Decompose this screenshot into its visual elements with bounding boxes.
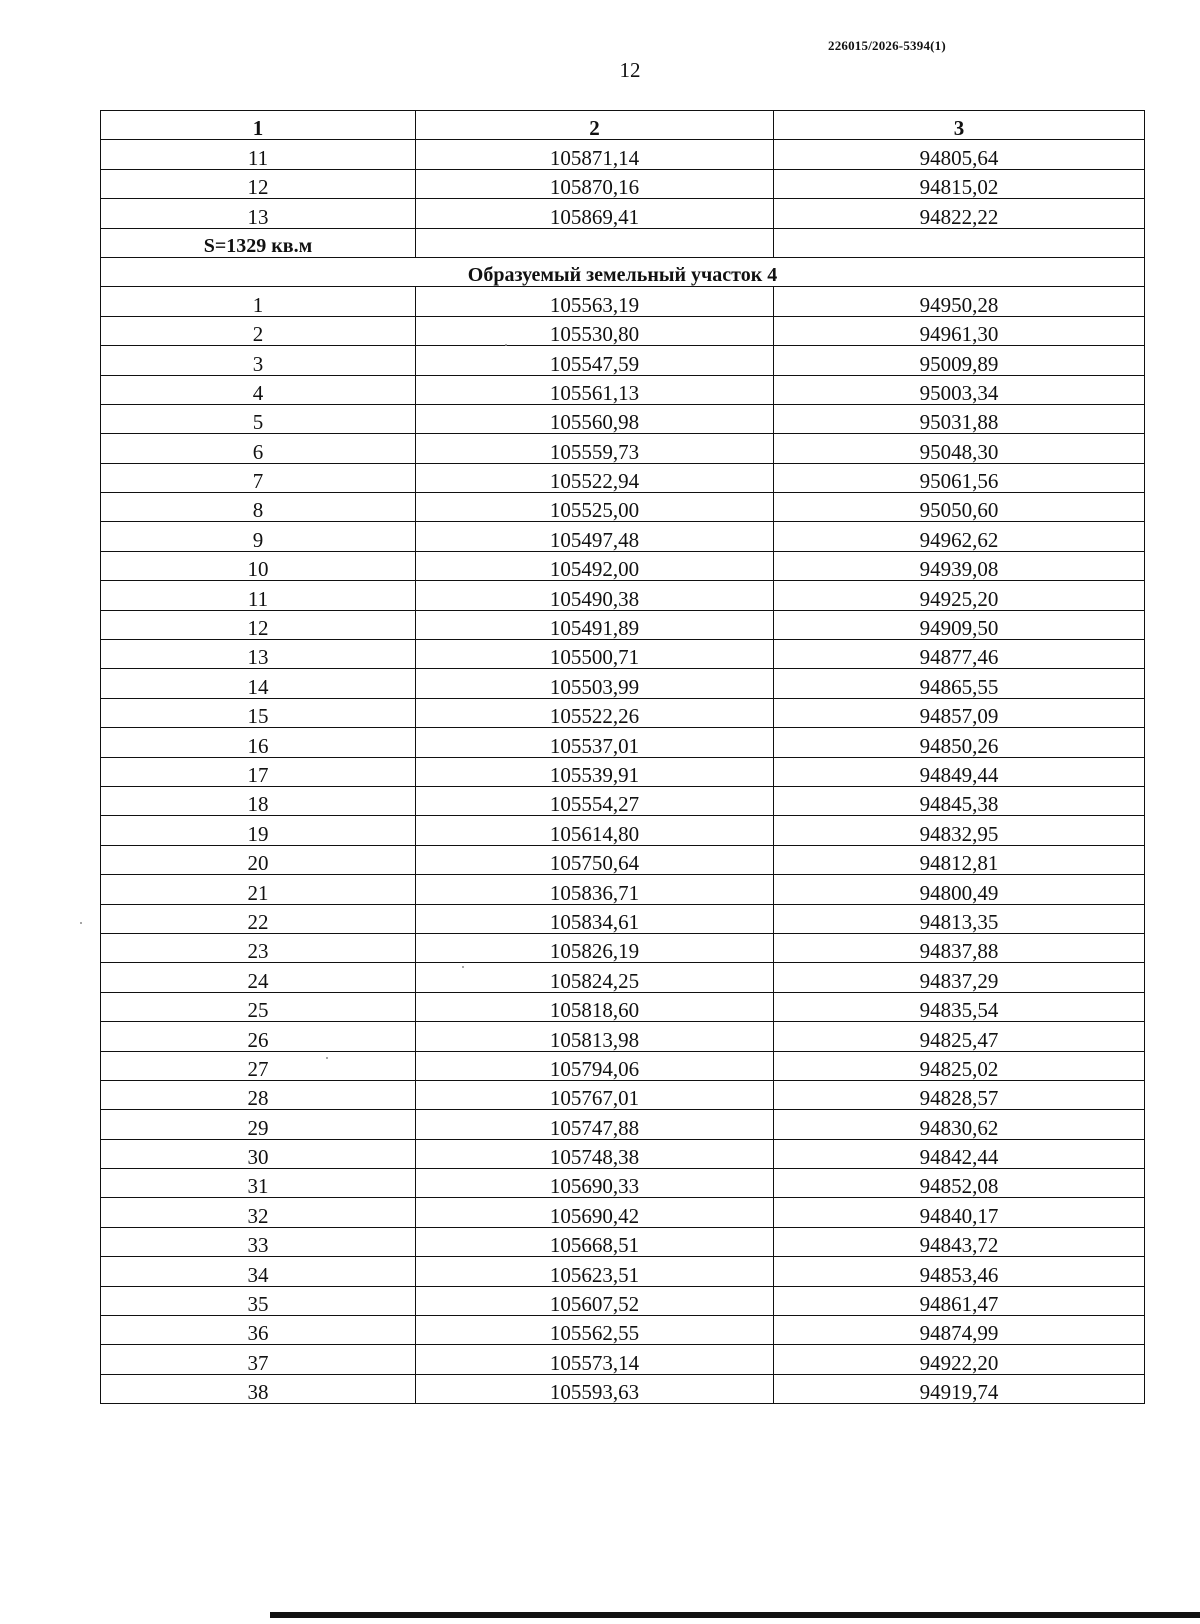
coordinate-x: 105607,52 xyxy=(416,1286,774,1315)
table-row xyxy=(101,904,1145,933)
area-row xyxy=(101,228,1145,257)
coordinate-x: 105497,48 xyxy=(416,522,774,551)
point-number: 13 xyxy=(101,199,416,228)
point-number: 37 xyxy=(101,1345,416,1374)
coordinate-y: 94835,54 xyxy=(774,992,1145,1021)
point-number: 34 xyxy=(101,1257,416,1286)
point-number: 23 xyxy=(101,933,416,962)
coordinate-x: 105562,55 xyxy=(416,1316,774,1345)
coordinate-x: 105539,91 xyxy=(416,757,774,786)
coordinate-x: 105834,61 xyxy=(416,904,774,933)
table-row xyxy=(101,845,1145,874)
point-number: 6 xyxy=(101,434,416,463)
point-number: 8 xyxy=(101,493,416,522)
document-code: 226015/2026-5394(1) xyxy=(828,38,946,53)
coordinate-y: 94877,46 xyxy=(774,640,1145,669)
coordinate-x: 105767,01 xyxy=(416,1080,774,1109)
point-number: 12 xyxy=(101,169,416,198)
table-row xyxy=(101,875,1145,904)
table-row xyxy=(101,610,1145,639)
empty-cell xyxy=(774,228,1145,257)
point-number: 7 xyxy=(101,463,416,492)
point-number: 10 xyxy=(101,551,416,580)
point-number: 5 xyxy=(101,404,416,433)
coordinate-y: 94850,26 xyxy=(774,728,1145,757)
coordinate-x: 105623,51 xyxy=(416,1257,774,1286)
point-number: 36 xyxy=(101,1316,416,1345)
table-row xyxy=(101,140,1145,169)
coordinate-y: 94813,35 xyxy=(774,904,1145,933)
table-row xyxy=(101,199,1145,228)
point-number: 32 xyxy=(101,1198,416,1227)
coordinate-y: 94828,57 xyxy=(774,1080,1145,1109)
point-number: 25 xyxy=(101,992,416,1021)
coordinate-x: 105559,73 xyxy=(416,434,774,463)
scan-speck xyxy=(505,344,507,346)
table-row xyxy=(101,316,1145,345)
coordinate-x: 105554,27 xyxy=(416,786,774,815)
coordinate-x: 105690,33 xyxy=(416,1169,774,1198)
coordinate-y: 94822,22 xyxy=(774,199,1145,228)
table-row xyxy=(101,434,1145,463)
table-row xyxy=(101,698,1145,727)
coordinate-y: 94825,47 xyxy=(774,1022,1145,1051)
point-number: 17 xyxy=(101,757,416,786)
coordinate-x: 105560,98 xyxy=(416,404,774,433)
section-row xyxy=(101,257,1145,286)
point-number: 28 xyxy=(101,1080,416,1109)
coordinate-x: 105748,38 xyxy=(416,1139,774,1168)
table-row xyxy=(101,1051,1145,1080)
table-row xyxy=(101,346,1145,375)
table-row xyxy=(101,640,1145,669)
coordinate-y: 94909,50 xyxy=(774,610,1145,639)
point-number: 15 xyxy=(101,698,416,727)
coordinate-x: 105813,98 xyxy=(416,1022,774,1051)
scan-speck xyxy=(326,1057,328,1059)
coordinate-x: 105573,14 xyxy=(416,1345,774,1374)
coordinate-y: 95003,34 xyxy=(774,375,1145,404)
coordinate-x: 105690,42 xyxy=(416,1198,774,1227)
coordinate-y: 94843,72 xyxy=(774,1227,1145,1256)
coordinate-x: 105818,60 xyxy=(416,992,774,1021)
coordinate-y: 95031,88 xyxy=(774,404,1145,433)
column-header-3: 3 xyxy=(774,111,1145,140)
coordinate-x: 105668,51 xyxy=(416,1227,774,1256)
coordinate-x: 105750,64 xyxy=(416,845,774,874)
table-row xyxy=(101,1022,1145,1051)
section-title: Образуемый земельный участок 4 xyxy=(101,257,1145,286)
table-row xyxy=(101,992,1145,1021)
coordinate-x: 105747,88 xyxy=(416,1110,774,1139)
coordinate-x: 105522,94 xyxy=(416,463,774,492)
coordinate-x: 105869,41 xyxy=(416,199,774,228)
coordinate-x: 105530,80 xyxy=(416,316,774,345)
coordinate-y: 94800,49 xyxy=(774,875,1145,904)
point-number: 16 xyxy=(101,728,416,757)
coordinate-x: 105522,26 xyxy=(416,698,774,727)
coordinate-x: 105503,99 xyxy=(416,669,774,698)
point-number: 27 xyxy=(101,1051,416,1080)
point-number: 11 xyxy=(101,140,416,169)
point-number: 9 xyxy=(101,522,416,551)
point-number: 11 xyxy=(101,581,416,610)
coordinates-table-body xyxy=(101,111,1145,1404)
point-number: 4 xyxy=(101,375,416,404)
coordinate-x: 105561,13 xyxy=(416,375,774,404)
coordinate-y: 94852,08 xyxy=(774,1169,1145,1198)
table-row xyxy=(101,493,1145,522)
table-row xyxy=(101,1286,1145,1315)
coordinates-table xyxy=(100,110,1145,1404)
point-number: 1 xyxy=(101,287,416,316)
coordinate-y: 94961,30 xyxy=(774,316,1145,345)
coordinate-y: 94874,99 xyxy=(774,1316,1145,1345)
point-number: 13 xyxy=(101,640,416,669)
coordinate-x: 105826,19 xyxy=(416,933,774,962)
coordinate-x: 105491,89 xyxy=(416,610,774,639)
point-number: 18 xyxy=(101,786,416,815)
coordinate-x: 105500,71 xyxy=(416,640,774,669)
point-number: 30 xyxy=(101,1139,416,1168)
table-row xyxy=(101,1139,1145,1168)
coordinate-y: 95048,30 xyxy=(774,434,1145,463)
point-number: 2 xyxy=(101,316,416,345)
column-header-2: 2 xyxy=(416,111,774,140)
point-number: 3 xyxy=(101,346,416,375)
table-row xyxy=(101,1345,1145,1374)
page-number: 12 xyxy=(619,58,641,82)
point-number: 33 xyxy=(101,1227,416,1256)
scan-speck xyxy=(80,922,82,924)
coordinate-y: 94805,64 xyxy=(774,140,1145,169)
point-number: 26 xyxy=(101,1022,416,1051)
coordinate-x: 105525,00 xyxy=(416,493,774,522)
point-number: 14 xyxy=(101,669,416,698)
point-number: 29 xyxy=(101,1110,416,1139)
table-row xyxy=(101,1198,1145,1227)
coordinate-y: 95050,60 xyxy=(774,493,1145,522)
table-row xyxy=(101,669,1145,698)
point-number: 38 xyxy=(101,1374,416,1403)
coordinate-y: 94853,46 xyxy=(774,1257,1145,1286)
point-number: 12 xyxy=(101,610,416,639)
table-row xyxy=(101,728,1145,757)
table-row xyxy=(101,1227,1145,1256)
point-number: 19 xyxy=(101,816,416,845)
coordinate-x: 105537,01 xyxy=(416,728,774,757)
coordinate-x: 105547,59 xyxy=(416,346,774,375)
area-label: S=1329 кв.м xyxy=(101,228,416,257)
coordinate-x: 105836,71 xyxy=(416,875,774,904)
table-row xyxy=(101,1316,1145,1345)
scan-speck xyxy=(462,966,464,968)
coordinate-x: 105794,06 xyxy=(416,1051,774,1080)
table-row xyxy=(101,963,1145,992)
coordinate-y: 94857,09 xyxy=(774,698,1145,727)
coordinate-y: 94861,47 xyxy=(774,1286,1145,1315)
coordinate-y: 94939,08 xyxy=(774,551,1145,580)
table-row xyxy=(101,169,1145,198)
coordinate-x: 105492,00 xyxy=(416,551,774,580)
coordinate-x: 105490,38 xyxy=(416,581,774,610)
table-row xyxy=(101,1169,1145,1198)
coordinate-x: 105871,14 xyxy=(416,140,774,169)
coordinate-x: 105593,63 xyxy=(416,1374,774,1403)
point-number: 31 xyxy=(101,1169,416,1198)
coordinate-x: 105614,80 xyxy=(416,816,774,845)
table-row xyxy=(101,463,1145,492)
table-row xyxy=(101,551,1145,580)
bottom-rule xyxy=(270,1612,1200,1618)
point-number: 24 xyxy=(101,963,416,992)
point-number: 22 xyxy=(101,904,416,933)
table-row xyxy=(101,816,1145,845)
coordinate-y: 94950,28 xyxy=(774,287,1145,316)
coordinate-y: 94832,95 xyxy=(774,816,1145,845)
coordinate-y: 95061,56 xyxy=(774,463,1145,492)
coordinate-y: 94865,55 xyxy=(774,669,1145,698)
coordinate-y: 94962,62 xyxy=(774,522,1145,551)
table-row xyxy=(101,287,1145,316)
table-row xyxy=(101,1374,1145,1403)
point-number: 20 xyxy=(101,845,416,874)
table-header-row xyxy=(101,111,1145,140)
coordinate-y: 94849,44 xyxy=(774,757,1145,786)
coordinate-x: 105870,16 xyxy=(416,169,774,198)
table-row xyxy=(101,375,1145,404)
table-row xyxy=(101,1080,1145,1109)
column-header-1: 1 xyxy=(101,111,416,140)
point-number: 21 xyxy=(101,875,416,904)
coordinate-x: 105824,25 xyxy=(416,963,774,992)
coordinate-y: 94922,20 xyxy=(774,1345,1145,1374)
table-row xyxy=(101,404,1145,433)
coordinate-y: 94842,44 xyxy=(774,1139,1145,1168)
table-row xyxy=(101,786,1145,815)
empty-cell xyxy=(416,228,774,257)
coordinate-y: 94812,81 xyxy=(774,845,1145,874)
coordinate-y: 94840,17 xyxy=(774,1198,1145,1227)
table-row xyxy=(101,1110,1145,1139)
table-row xyxy=(101,581,1145,610)
coordinate-y: 94837,88 xyxy=(774,933,1145,962)
coordinate-y: 95009,89 xyxy=(774,346,1145,375)
table-row xyxy=(101,522,1145,551)
coordinate-y: 94815,02 xyxy=(774,169,1145,198)
table-row xyxy=(101,757,1145,786)
point-number: 35 xyxy=(101,1286,416,1315)
coordinate-y: 94919,74 xyxy=(774,1374,1145,1403)
coordinate-y: 94845,38 xyxy=(774,786,1145,815)
table-row xyxy=(101,933,1145,962)
coordinate-x: 105563,19 xyxy=(416,287,774,316)
coordinate-y: 94825,02 xyxy=(774,1051,1145,1080)
coordinate-y: 94837,29 xyxy=(774,963,1145,992)
table-row xyxy=(101,1257,1145,1286)
coordinate-y: 94830,62 xyxy=(774,1110,1145,1139)
coordinate-y: 94925,20 xyxy=(774,581,1145,610)
